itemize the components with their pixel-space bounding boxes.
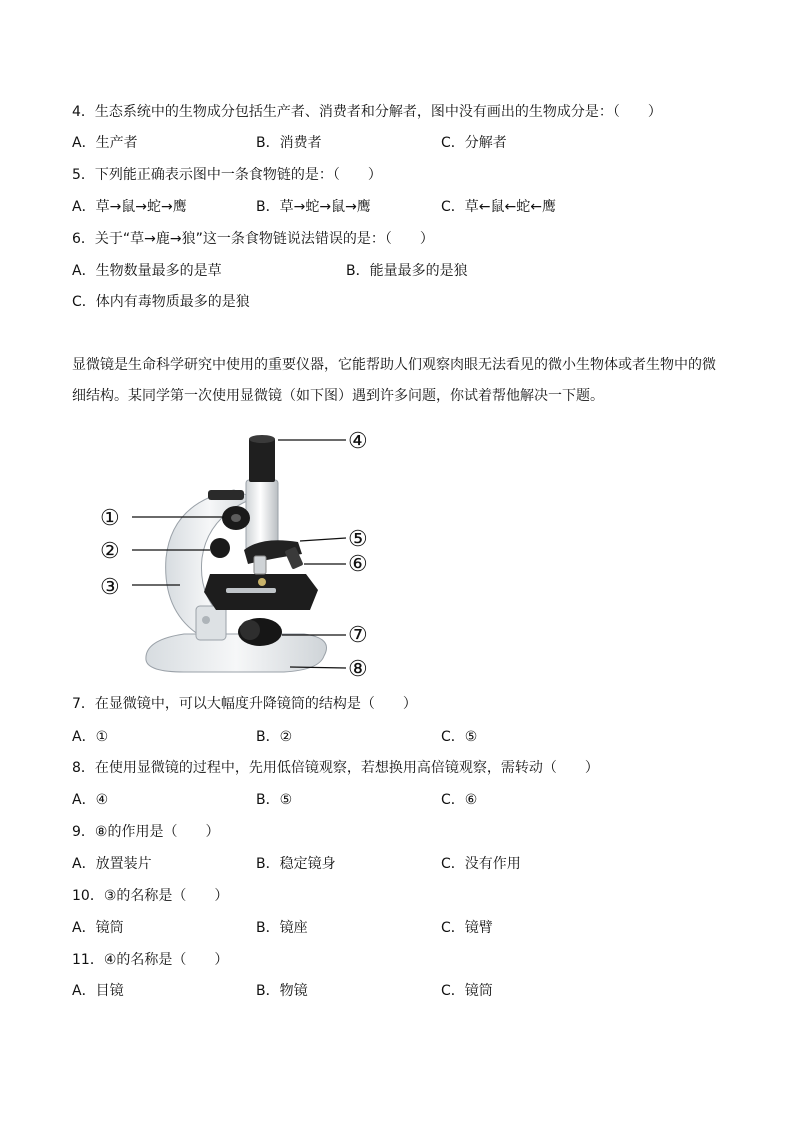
microscope-base (146, 634, 327, 672)
callout-6-label: ⑥ (348, 552, 368, 577)
question-10-option-c: C．镜臂 (441, 920, 493, 936)
question-6-option-c: C．体内有毒物质最多的是狼 (72, 294, 250, 310)
microscope-intro-paragraph: 显微镜是生命科学研究中使用的重要仪器，它能帮助人们观察肉眼无法看见的微小生物体或者生物中的微细结构。某同学第一次使用显微镜（如下图）遇到许多问题，你试着帮他解决一下题。 (72, 357, 716, 404)
callout-5-label: ⑤ (348, 527, 368, 552)
microscope-eyepiece (249, 438, 275, 482)
question-4-option-b: B．消费者 (256, 135, 322, 151)
question-8-option-a: A．④ (72, 792, 109, 808)
stage-clip (226, 588, 276, 593)
fine-adjustment-knob (210, 538, 230, 558)
question-8-stem: 8．在使用显微镜的过程中，先用低倍镜观察，若想换用高倍镜观察，需转动（ ） (72, 760, 599, 776)
question-11-stem: 11．④的名称是（ ） (72, 952, 229, 968)
question-10-option-b: B．镜座 (256, 920, 308, 936)
question-6-option-a: A．生物数量最多的是草 (72, 263, 222, 279)
stage-hole (258, 578, 266, 586)
question-11-option-c: C．镜筒 (441, 983, 493, 999)
eyepiece-top (249, 435, 275, 443)
question-7-stem: 7．在显微镜中，可以大幅度升降镜筒的结构是（ ） (72, 696, 417, 712)
question-6-option-b: B．能量最多的是狼 (346, 263, 468, 279)
arm-lever (208, 490, 244, 500)
question-4-stem: 4．生态系统中的生物成分包括生产者、消费者和分解者，图中没有画出的生物成分是：（ ） (72, 104, 662, 120)
callout-3-label: ③ (100, 575, 120, 600)
question-5-option-b: B．草→蛇→鼠→鹰 (256, 199, 371, 215)
question-9-option-c: C．没有作用 (441, 856, 521, 872)
callout-1-label: ① (100, 506, 120, 531)
question-9-option-b: B．稳定镜身 (256, 856, 336, 872)
pillar-screw (202, 616, 210, 624)
mirror-rim (240, 620, 260, 640)
question-4-option-c: C．分解者 (441, 135, 507, 151)
microscope-figure (84, 428, 394, 683)
question-5-option-a: A．草→鼠→蛇→鹰 (72, 199, 187, 215)
question-11-option-a: A．目镜 (72, 983, 124, 999)
question-7-option-b: B．② (256, 729, 293, 745)
callout-7-label: ⑦ (348, 623, 368, 648)
question-8-option-c: C．⑥ (441, 792, 478, 808)
question-5-option-c: C．草←鼠←蛇←鹰 (441, 199, 556, 215)
question-7-option-c: C．⑤ (441, 729, 478, 745)
question-11-option-b: B．物镜 (256, 983, 308, 999)
callout-2-label: ② (100, 539, 120, 564)
question-9-option-a: A．放置装片 (72, 856, 152, 872)
question-10-stem: 10．③的名称是（ ） (72, 888, 229, 904)
callout-8-label: ⑧ (348, 657, 368, 682)
question-10-option-a: A．镜筒 (72, 920, 124, 936)
callout-4-label: ④ (348, 429, 368, 454)
microscope-pillar (196, 606, 226, 640)
question-7-option-a: A．① (72, 729, 109, 745)
objective-lens-1 (254, 556, 266, 574)
question-6-stem: 6．关于“草→鹿→狼”这一条食物链说法错误的是：（ ） (72, 231, 434, 247)
coarse-knob-center (231, 514, 241, 522)
question-8-option-b: B．⑤ (256, 792, 293, 808)
question-4-option-a: A．生产者 (72, 135, 138, 151)
question-9-stem: 9．⑧的作用是（ ） (72, 824, 220, 840)
question-5-stem: 5．下列能正确表示图中一条食物链的是：（ ） (72, 167, 382, 183)
